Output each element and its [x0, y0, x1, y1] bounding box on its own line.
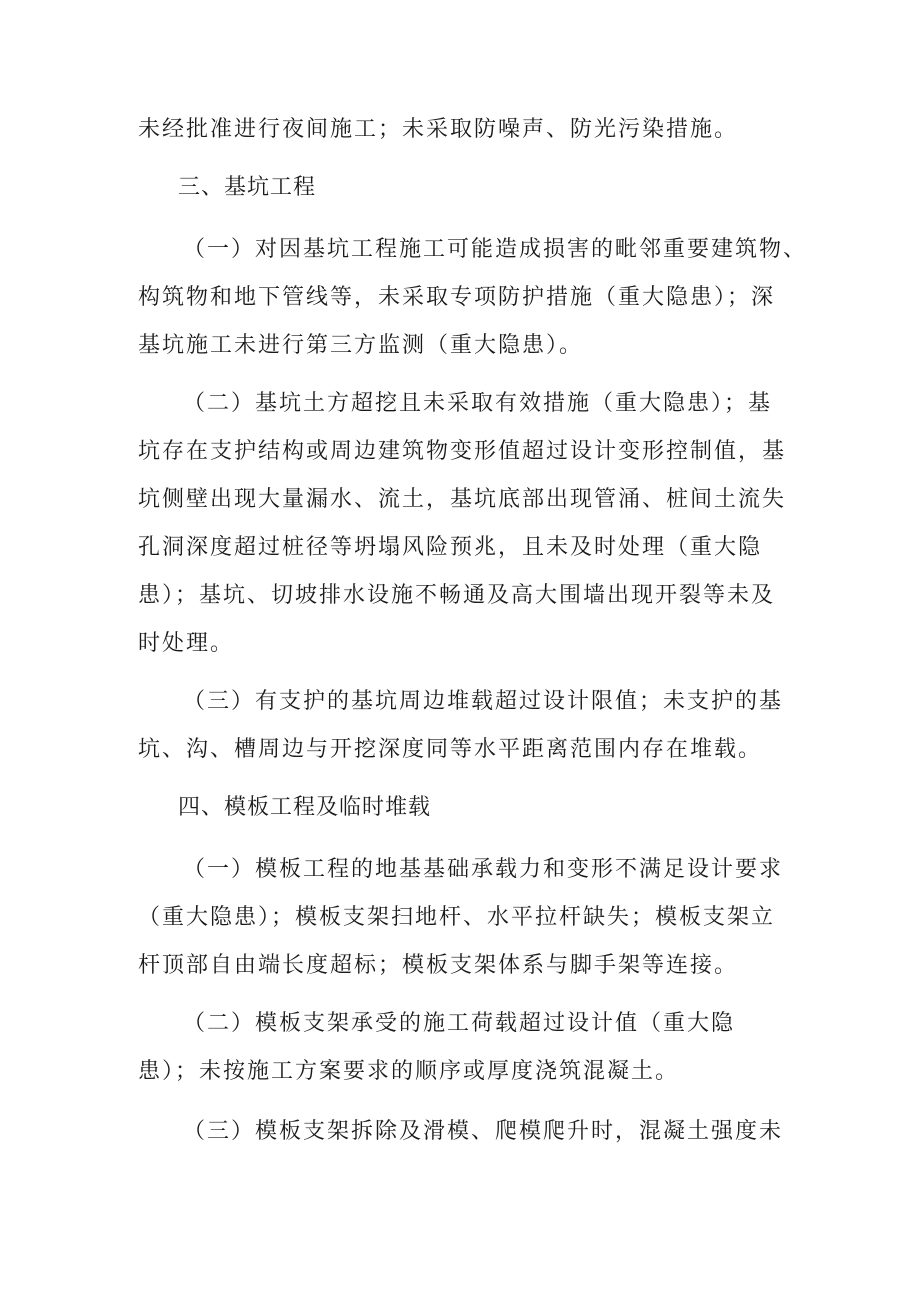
paragraph-formwork-item-1: [138, 846, 784, 990]
paragraph-pit-item-2: [138, 380, 787, 668]
paragraph-formwork-item-3: [138, 1108, 784, 1156]
text-line: 患）；未按施工方案要求的顺序或厚度浇筑混凝土。: [138, 1059, 680, 1084]
text-line: （二）基坑土方超挖且未采取有效措施（重大隐患）；基: [183, 391, 773, 416]
section-heading-foundation-pit: [178, 164, 818, 212]
text-line: 坑存在支护结构或周边建筑物变形值超过设计变形控制值，基: [138, 439, 787, 464]
text-line: 未经批准进行夜间施工；未采取防噪声、防光污染措施。: [138, 117, 739, 142]
text-line: 患）；基坑、切坡排水设施不畅通及高大围墙出现开裂等未及: [138, 583, 776, 608]
text-line: 孔洞深度超过桩径等坍塌风险预兆，且未及时处理（重大隐: [138, 535, 763, 560]
text-line: （一）模板工程的地基基础承载力和变形不满足设计要求: [183, 857, 784, 882]
text-line: （三）有支护的基坑周边堆载超过设计限值；未支护的基: [183, 689, 784, 714]
paragraph-pit-item-3: [138, 678, 784, 774]
heading-text: 四、模板工程及临时堆载: [178, 795, 432, 820]
paragraph-night-construction: [138, 106, 778, 154]
heading-text: 三、基坑工程: [178, 175, 317, 200]
text-line: 时处理。: [138, 631, 235, 656]
text-line: （二）模板支架承受的施工荷载超过设计值（重大隐: [183, 1011, 736, 1036]
section-heading-formwork: [178, 784, 818, 832]
text-line: （三）模板支架拆除及滑模、爬模爬升时，混凝土强度未: [183, 1119, 784, 1144]
text-line: 构筑物和地下管线等，未采取专项防护措施（重大隐患）；深: [138, 285, 776, 310]
paragraph-formwork-item-2: [138, 1000, 778, 1096]
paragraph-pit-item-1: [138, 226, 808, 370]
text-line: 杆顶部自由端长度超标；模板支架体系与脚手架等连接。: [138, 953, 739, 978]
text-line: 坑、沟、槽周边与开挖深度同等水平距离范围内存在堆载。: [138, 737, 763, 762]
text-line: （重大隐患）；模板支架扫地杆、水平拉杆缺失；模板支架立: [138, 905, 776, 930]
text-line: 基坑施工未进行第三方监测（重大隐患）。: [138, 333, 584, 358]
text-line: 坑侧壁出现大量漏水、流土，基坑底部出现管涌、桩间土流失: [138, 487, 787, 512]
text-line: （一）对因基坑工程施工可能造成损害的毗邻重要建筑物、: [183, 237, 808, 262]
